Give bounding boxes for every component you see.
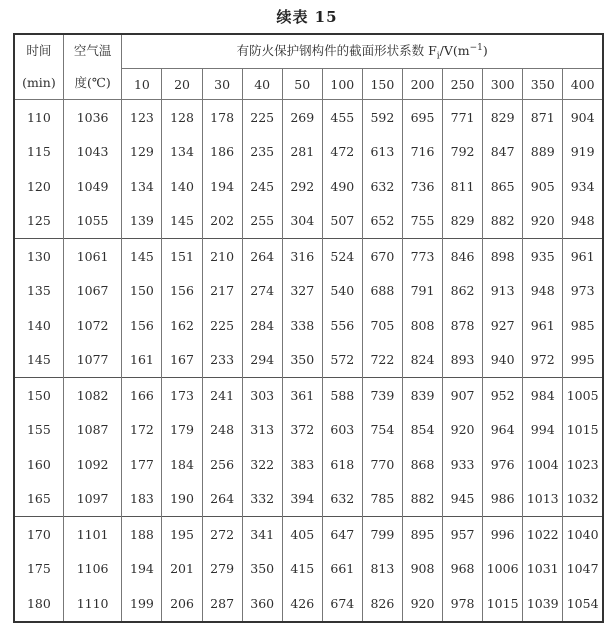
value-cell: 934 bbox=[563, 169, 603, 204]
value-cell: 274 bbox=[242, 274, 282, 309]
value-cell: 284 bbox=[242, 308, 282, 343]
factor-label: 有防火保护钢构件的截面形状系数 F bbox=[236, 43, 437, 59]
value-cell: 140 bbox=[162, 169, 202, 204]
temperature-cell: 1077 bbox=[63, 343, 122, 378]
value-cell: 652 bbox=[362, 204, 402, 239]
value-cell: 360 bbox=[242, 586, 282, 622]
value-cell: 755 bbox=[402, 204, 442, 239]
time-cell: 170 bbox=[14, 517, 63, 552]
value-cell: 907 bbox=[443, 378, 483, 413]
value-cell: 773 bbox=[402, 239, 442, 274]
time-cell: 125 bbox=[14, 204, 63, 239]
value-cell: 303 bbox=[242, 378, 282, 413]
value-cell: 893 bbox=[443, 343, 483, 378]
value-cell: 225 bbox=[242, 100, 282, 135]
table-row bbox=[14, 308, 603, 343]
table-row bbox=[14, 135, 603, 170]
value-cell: 156 bbox=[162, 274, 202, 309]
value-cell: 868 bbox=[402, 447, 442, 482]
value-cell: 556 bbox=[322, 308, 362, 343]
table-row bbox=[14, 552, 603, 587]
value-cell: 255 bbox=[242, 204, 282, 239]
time-unit: (min) bbox=[22, 75, 56, 90]
value-cell: 151 bbox=[162, 239, 202, 274]
value-cell: 705 bbox=[362, 308, 402, 343]
value-cell: 1040 bbox=[563, 517, 603, 552]
value-cell: 188 bbox=[122, 517, 162, 552]
value-cell: 145 bbox=[122, 239, 162, 274]
value-cell: 338 bbox=[282, 308, 322, 343]
value-cell: 186 bbox=[202, 135, 242, 170]
column-header-200: 200 bbox=[402, 69, 442, 100]
value-cell: 995 bbox=[563, 343, 603, 378]
value-cell: 771 bbox=[443, 100, 483, 135]
value-cell: 603 bbox=[322, 413, 362, 448]
value-cell: 1013 bbox=[523, 482, 563, 517]
value-cell: 294 bbox=[242, 343, 282, 378]
value-cell: 166 bbox=[122, 378, 162, 413]
factor-sub: i bbox=[436, 51, 440, 62]
value-cell: 862 bbox=[443, 274, 483, 309]
value-cell: 889 bbox=[523, 135, 563, 170]
table-row bbox=[14, 239, 603, 274]
temperature-cell: 1036 bbox=[63, 100, 122, 135]
value-cell: 264 bbox=[202, 482, 242, 517]
value-cell: 978 bbox=[443, 586, 483, 622]
value-cell: 905 bbox=[523, 169, 563, 204]
value-cell: 134 bbox=[122, 169, 162, 204]
value-cell: 233 bbox=[202, 343, 242, 378]
value-cell: 540 bbox=[322, 274, 362, 309]
value-cell: 871 bbox=[523, 100, 563, 135]
value-cell: 846 bbox=[443, 239, 483, 274]
value-cell: 984 bbox=[523, 378, 563, 413]
temperature-cell: 1067 bbox=[63, 274, 122, 309]
table-row bbox=[14, 517, 603, 552]
table-row bbox=[14, 413, 603, 448]
value-cell: 754 bbox=[362, 413, 402, 448]
table-row bbox=[14, 169, 603, 204]
value-cell: 341 bbox=[242, 517, 282, 552]
value-cell: 985 bbox=[563, 308, 603, 343]
table-row bbox=[14, 343, 603, 378]
value-cell: 968 bbox=[443, 552, 483, 587]
value-cell: 695 bbox=[402, 100, 442, 135]
value-cell: 964 bbox=[483, 413, 523, 448]
value-cell: 1005 bbox=[563, 378, 603, 413]
table-body bbox=[14, 100, 603, 622]
value-cell: 945 bbox=[443, 482, 483, 517]
value-cell: 269 bbox=[282, 100, 322, 135]
factor-sup: −1 bbox=[469, 43, 483, 54]
value-cell: 179 bbox=[162, 413, 202, 448]
value-cell: 791 bbox=[402, 274, 442, 309]
time-cell: 150 bbox=[14, 378, 63, 413]
value-cell: 811 bbox=[443, 169, 483, 204]
temperature-cell: 1101 bbox=[63, 517, 122, 552]
value-cell: 313 bbox=[242, 413, 282, 448]
value-cell: 524 bbox=[322, 239, 362, 274]
value-cell: 264 bbox=[242, 239, 282, 274]
value-cell: 632 bbox=[322, 482, 362, 517]
value-cell: 350 bbox=[282, 343, 322, 378]
value-cell: 770 bbox=[362, 447, 402, 482]
column-header-50: 50 bbox=[282, 69, 322, 100]
value-cell: 588 bbox=[322, 378, 362, 413]
factor-end: ) bbox=[482, 43, 488, 59]
value-cell: 904 bbox=[563, 100, 603, 135]
temperature-cell: 1106 bbox=[63, 552, 122, 587]
temperature-cell: 1092 bbox=[63, 447, 122, 482]
value-cell: 150 bbox=[122, 274, 162, 309]
time-cell: 165 bbox=[14, 482, 63, 517]
value-cell: 847 bbox=[483, 135, 523, 170]
value-cell: 799 bbox=[362, 517, 402, 552]
value-cell: 1006 bbox=[483, 552, 523, 587]
value-cell: 178 bbox=[202, 100, 242, 135]
value-cell: 322 bbox=[242, 447, 282, 482]
column-header-400: 400 bbox=[563, 69, 603, 100]
value-cell: 279 bbox=[202, 552, 242, 587]
value-cell: 1039 bbox=[523, 586, 563, 622]
value-cell: 808 bbox=[402, 308, 442, 343]
value-cell: 908 bbox=[402, 552, 442, 587]
value-cell: 661 bbox=[322, 552, 362, 587]
value-cell: 865 bbox=[483, 169, 523, 204]
temp-header bbox=[63, 34, 122, 100]
time-cell: 115 bbox=[14, 135, 63, 170]
value-cell: 933 bbox=[443, 447, 483, 482]
value-cell: 190 bbox=[162, 482, 202, 517]
value-cell: 1015 bbox=[483, 586, 523, 622]
value-cell: 986 bbox=[483, 482, 523, 517]
value-cell: 194 bbox=[122, 552, 162, 587]
value-cell: 1031 bbox=[523, 552, 563, 587]
time-cell: 120 bbox=[14, 169, 63, 204]
temperature-cell: 1055 bbox=[63, 204, 122, 239]
value-cell: 739 bbox=[362, 378, 402, 413]
temp-label: 空气温 bbox=[73, 43, 112, 58]
time-cell: 180 bbox=[14, 586, 63, 622]
temperature-cell: 1049 bbox=[63, 169, 122, 204]
value-cell: 957 bbox=[443, 517, 483, 552]
value-cell: 976 bbox=[483, 447, 523, 482]
column-header-350: 350 bbox=[523, 69, 563, 100]
value-cell: 361 bbox=[282, 378, 322, 413]
value-cell: 592 bbox=[362, 100, 402, 135]
value-cell: 882 bbox=[402, 482, 442, 517]
value-cell: 167 bbox=[162, 343, 202, 378]
value-cell: 177 bbox=[122, 447, 162, 482]
time-cell: 135 bbox=[14, 274, 63, 309]
value-cell: 920 bbox=[443, 413, 483, 448]
value-cell: 145 bbox=[162, 204, 202, 239]
value-cell: 688 bbox=[362, 274, 402, 309]
temperature-cell: 1110 bbox=[63, 586, 122, 622]
value-cell: 898 bbox=[483, 239, 523, 274]
column-header-40: 40 bbox=[242, 69, 282, 100]
value-cell: 647 bbox=[322, 517, 362, 552]
value-cell: 195 bbox=[162, 517, 202, 552]
value-cell: 618 bbox=[322, 447, 362, 482]
value-cell: 199 bbox=[122, 586, 162, 622]
time-label: 时间 bbox=[26, 43, 52, 58]
value-cell: 913 bbox=[483, 274, 523, 309]
value-cell: 304 bbox=[282, 204, 322, 239]
value-cell: 973 bbox=[563, 274, 603, 309]
value-cell: 826 bbox=[362, 586, 402, 622]
time-cell: 110 bbox=[14, 100, 63, 135]
value-cell: 426 bbox=[282, 586, 322, 622]
value-cell: 206 bbox=[162, 586, 202, 622]
value-cell: 490 bbox=[322, 169, 362, 204]
value-cell: 202 bbox=[202, 204, 242, 239]
value-cell: 332 bbox=[242, 482, 282, 517]
value-cell: 350 bbox=[242, 552, 282, 587]
time-cell: 130 bbox=[14, 239, 63, 274]
column-header-30: 30 bbox=[202, 69, 242, 100]
value-cell: 961 bbox=[523, 308, 563, 343]
value-cell: 996 bbox=[483, 517, 523, 552]
value-cell: 245 bbox=[242, 169, 282, 204]
value-cell: 674 bbox=[322, 586, 362, 622]
value-cell: 813 bbox=[362, 552, 402, 587]
value-cell: 994 bbox=[523, 413, 563, 448]
value-cell: 161 bbox=[122, 343, 162, 378]
value-cell: 292 bbox=[282, 169, 322, 204]
value-cell: 961 bbox=[563, 239, 603, 274]
value-cell: 162 bbox=[162, 308, 202, 343]
value-cell: 948 bbox=[563, 204, 603, 239]
time-header bbox=[14, 34, 63, 100]
value-cell: 281 bbox=[282, 135, 322, 170]
time-cell: 140 bbox=[14, 308, 63, 343]
temperature-cell: 1082 bbox=[63, 378, 122, 413]
value-cell: 854 bbox=[402, 413, 442, 448]
table-row bbox=[14, 274, 603, 309]
value-cell: 572 bbox=[322, 343, 362, 378]
value-cell: 1032 bbox=[563, 482, 603, 517]
value-cell: 184 bbox=[162, 447, 202, 482]
value-cell: 394 bbox=[282, 482, 322, 517]
table-row bbox=[14, 586, 603, 622]
value-cell: 287 bbox=[202, 586, 242, 622]
column-header-20: 20 bbox=[162, 69, 202, 100]
value-cell: 327 bbox=[282, 274, 322, 309]
time-cell: 160 bbox=[14, 447, 63, 482]
temperature-cell: 1061 bbox=[63, 239, 122, 274]
value-cell: 272 bbox=[202, 517, 242, 552]
table-row bbox=[14, 482, 603, 517]
value-cell: 1054 bbox=[563, 586, 603, 622]
value-cell: 472 bbox=[322, 135, 362, 170]
value-cell: 225 bbox=[202, 308, 242, 343]
table-row bbox=[14, 100, 603, 135]
time-cell: 175 bbox=[14, 552, 63, 587]
temperature-cell: 1087 bbox=[63, 413, 122, 448]
value-cell: 217 bbox=[202, 274, 242, 309]
factor-header bbox=[122, 34, 603, 69]
value-cell: 316 bbox=[282, 239, 322, 274]
value-cell: 383 bbox=[282, 447, 322, 482]
value-cell: 895 bbox=[402, 517, 442, 552]
value-cell: 785 bbox=[362, 482, 402, 517]
column-header-250: 250 bbox=[443, 69, 483, 100]
time-cell: 155 bbox=[14, 413, 63, 448]
value-cell: 201 bbox=[162, 552, 202, 587]
value-cell: 507 bbox=[322, 204, 362, 239]
value-cell: 1004 bbox=[523, 447, 563, 482]
value-cell: 372 bbox=[282, 413, 322, 448]
value-cell: 194 bbox=[202, 169, 242, 204]
value-cell: 882 bbox=[483, 204, 523, 239]
value-cell: 210 bbox=[202, 239, 242, 274]
value-cell: 139 bbox=[122, 204, 162, 239]
value-cell: 128 bbox=[162, 100, 202, 135]
value-cell: 156 bbox=[122, 308, 162, 343]
value-cell: 1022 bbox=[523, 517, 563, 552]
temperature-cell: 1097 bbox=[63, 482, 122, 517]
value-cell: 824 bbox=[402, 343, 442, 378]
value-cell: 415 bbox=[282, 552, 322, 587]
value-cell: 948 bbox=[523, 274, 563, 309]
column-header-100: 100 bbox=[322, 69, 362, 100]
value-cell: 920 bbox=[402, 586, 442, 622]
value-cell: 134 bbox=[162, 135, 202, 170]
column-header-300: 300 bbox=[483, 69, 523, 100]
value-cell: 935 bbox=[523, 239, 563, 274]
value-cell: 1023 bbox=[563, 447, 603, 482]
data-table bbox=[13, 33, 604, 623]
value-cell: 1047 bbox=[563, 552, 603, 587]
value-cell: 183 bbox=[122, 482, 162, 517]
page-title: 续表 15 bbox=[276, 8, 338, 26]
value-cell: 919 bbox=[563, 135, 603, 170]
value-cell: 829 bbox=[483, 100, 523, 135]
value-cell: 952 bbox=[483, 378, 523, 413]
value-cell: 129 bbox=[122, 135, 162, 170]
column-header-150: 150 bbox=[362, 69, 402, 100]
value-cell: 670 bbox=[362, 239, 402, 274]
value-cell: 241 bbox=[202, 378, 242, 413]
value-cell: 736 bbox=[402, 169, 442, 204]
value-cell: 455 bbox=[322, 100, 362, 135]
value-cell: 632 bbox=[362, 169, 402, 204]
value-cell: 920 bbox=[523, 204, 563, 239]
value-cell: 878 bbox=[443, 308, 483, 343]
value-cell: 716 bbox=[402, 135, 442, 170]
value-cell: 248 bbox=[202, 413, 242, 448]
value-cell: 1015 bbox=[563, 413, 603, 448]
temperature-cell: 1043 bbox=[63, 135, 122, 170]
column-header-10: 10 bbox=[122, 69, 162, 100]
table-row bbox=[14, 378, 603, 413]
value-cell: 256 bbox=[202, 447, 242, 482]
value-cell: 972 bbox=[523, 343, 563, 378]
factor-mid: /V(m bbox=[439, 43, 470, 59]
table-row bbox=[14, 447, 603, 482]
value-cell: 839 bbox=[402, 378, 442, 413]
value-cell: 173 bbox=[162, 378, 202, 413]
temperature-cell: 1072 bbox=[63, 308, 122, 343]
value-cell: 123 bbox=[122, 100, 162, 135]
value-cell: 405 bbox=[282, 517, 322, 552]
value-cell: 792 bbox=[443, 135, 483, 170]
temp-unit: 度(℃) bbox=[74, 75, 111, 90]
value-cell: 927 bbox=[483, 308, 523, 343]
value-cell: 722 bbox=[362, 343, 402, 378]
value-cell: 172 bbox=[122, 413, 162, 448]
value-cell: 613 bbox=[362, 135, 402, 170]
time-cell: 145 bbox=[14, 343, 63, 378]
value-cell: 829 bbox=[443, 204, 483, 239]
value-cell: 235 bbox=[242, 135, 282, 170]
value-cell: 940 bbox=[483, 343, 523, 378]
table-row bbox=[14, 204, 603, 239]
